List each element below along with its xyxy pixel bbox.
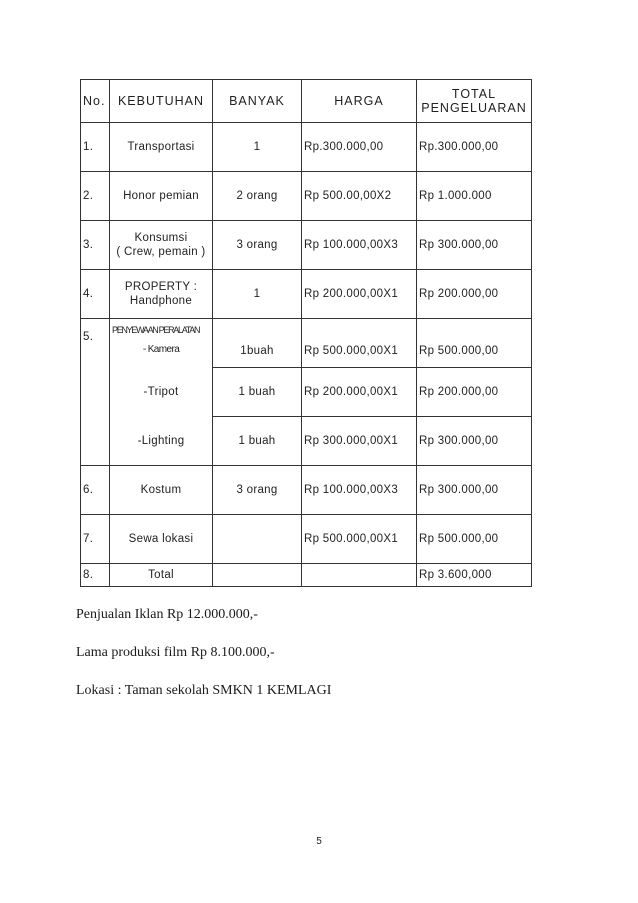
row-banyak xyxy=(213,515,302,564)
header-no: No. xyxy=(81,80,110,123)
header-kebutuhan: KEBUTUHAN xyxy=(110,80,213,123)
row-banyak: 2 orang xyxy=(213,172,302,221)
header-total-line2: PENGELUARAN xyxy=(421,101,527,115)
row-banyak: 1 xyxy=(213,270,302,319)
note-lokasi: Lokasi : Taman sekolah SMKN 1 KEMLAGI xyxy=(76,683,332,698)
note-penjualan: Penjualan Iklan Rp 12.000.000,- xyxy=(76,607,258,622)
row-no-text: 5. xyxy=(83,331,94,344)
row-banyak xyxy=(213,564,302,587)
row-banyak: 1 buah xyxy=(213,417,302,466)
header-total-pengeluaran xyxy=(417,80,532,123)
row-no: 6. xyxy=(81,466,110,515)
row-banyak: 3 orang xyxy=(213,221,302,270)
table-row-total xyxy=(81,564,532,587)
table-row xyxy=(81,123,532,172)
row-no xyxy=(81,319,110,368)
row-kebutuhan: Kostum xyxy=(110,466,213,515)
row-no xyxy=(81,417,110,466)
row-harga: Rp.300.000,00 xyxy=(302,123,417,172)
table-row xyxy=(81,319,532,368)
row-total-text: Rp 500.000,00 xyxy=(419,345,499,357)
table-row xyxy=(81,368,532,417)
row-kebutuhan-line1: PENYEWAAN PERALATAN xyxy=(112,325,200,336)
row-no: 1. xyxy=(81,123,110,172)
row-total: Rp 1.000.000 xyxy=(417,172,532,221)
notes-section xyxy=(76,606,556,720)
header-harga: HARGA xyxy=(302,80,417,123)
row-kebutuhan-line2: ( Crew, pemain ) xyxy=(116,246,206,258)
row-harga: Rp 100.000,00X3 xyxy=(302,221,417,270)
table-row xyxy=(81,221,532,270)
budget-table xyxy=(80,79,532,587)
row-kebutuhan: -Lighting xyxy=(110,417,213,466)
row-harga: Rp 500.00,00X2 xyxy=(302,172,417,221)
row-kebutuhan xyxy=(110,319,213,368)
table-row xyxy=(81,417,532,466)
row-kebutuhan: Honor pemian xyxy=(110,172,213,221)
row-total: Rp 300.000,00 xyxy=(417,417,532,466)
row-kebutuhan-line2: Handphone xyxy=(129,295,193,307)
row-no: 3. xyxy=(81,221,110,270)
row-kebutuhan: Sewa lokasi xyxy=(110,515,213,564)
row-harga: Rp 300.000,00X1 xyxy=(302,417,417,466)
row-harga: Rp 200.000,00X1 xyxy=(302,270,417,319)
header-banyak: BANYAK xyxy=(213,80,302,123)
row-total xyxy=(417,319,532,368)
row-banyak: 1 buah xyxy=(213,368,302,417)
row-banyak: 3 orang xyxy=(213,466,302,515)
row-harga-text: Rp 500.000,00X1 xyxy=(304,345,399,357)
row-total: Rp 500.000,00 xyxy=(417,515,532,564)
row-total: Rp 300.000,00 xyxy=(417,466,532,515)
row-kebutuhan-line1: Konsumsi xyxy=(134,232,188,244)
table-row xyxy=(81,466,532,515)
header-total-line1: TOTAL xyxy=(451,87,497,101)
row-total: Rp 200.000,00 xyxy=(417,368,532,417)
row-harga xyxy=(302,319,417,368)
row-harga: Rp 500.000,00X1 xyxy=(302,515,417,564)
row-no: 8. xyxy=(81,564,110,587)
row-no xyxy=(81,368,110,417)
row-total: Rp 300.000,00 xyxy=(417,221,532,270)
row-kebutuhan-line1: PROPERTY : xyxy=(124,281,198,293)
table-row xyxy=(81,270,532,319)
table-row xyxy=(81,515,532,564)
row-kebutuhan-line2: - Kamera xyxy=(142,344,180,356)
row-total: Rp 3.600,000 xyxy=(417,564,532,587)
page-number: 5 xyxy=(316,836,322,847)
row-banyak xyxy=(213,319,302,368)
row-harga: Rp 100.000,00X3 xyxy=(302,466,417,515)
row-kebutuhan: Total xyxy=(110,564,213,587)
row-no: 7. xyxy=(81,515,110,564)
row-kebutuhan: Transportasi xyxy=(110,123,213,172)
note-lama-produksi: Lama produksi film Rp 8.100.000,- xyxy=(76,645,275,660)
row-harga xyxy=(302,564,417,587)
row-kebutuhan: -Tripot xyxy=(110,368,213,417)
row-total: Rp.300.000,00 xyxy=(417,123,532,172)
row-kebutuhan xyxy=(110,270,213,319)
table-header-row xyxy=(81,80,532,123)
row-total: Rp 200.000,00 xyxy=(417,270,532,319)
row-no: 2. xyxy=(81,172,110,221)
row-banyak-text: 1buah xyxy=(240,345,274,357)
row-no: 4. xyxy=(81,270,110,319)
row-harga: Rp 200.000,00X1 xyxy=(302,368,417,417)
row-kebutuhan xyxy=(110,221,213,270)
row-banyak: 1 xyxy=(213,123,302,172)
table-row xyxy=(81,172,532,221)
